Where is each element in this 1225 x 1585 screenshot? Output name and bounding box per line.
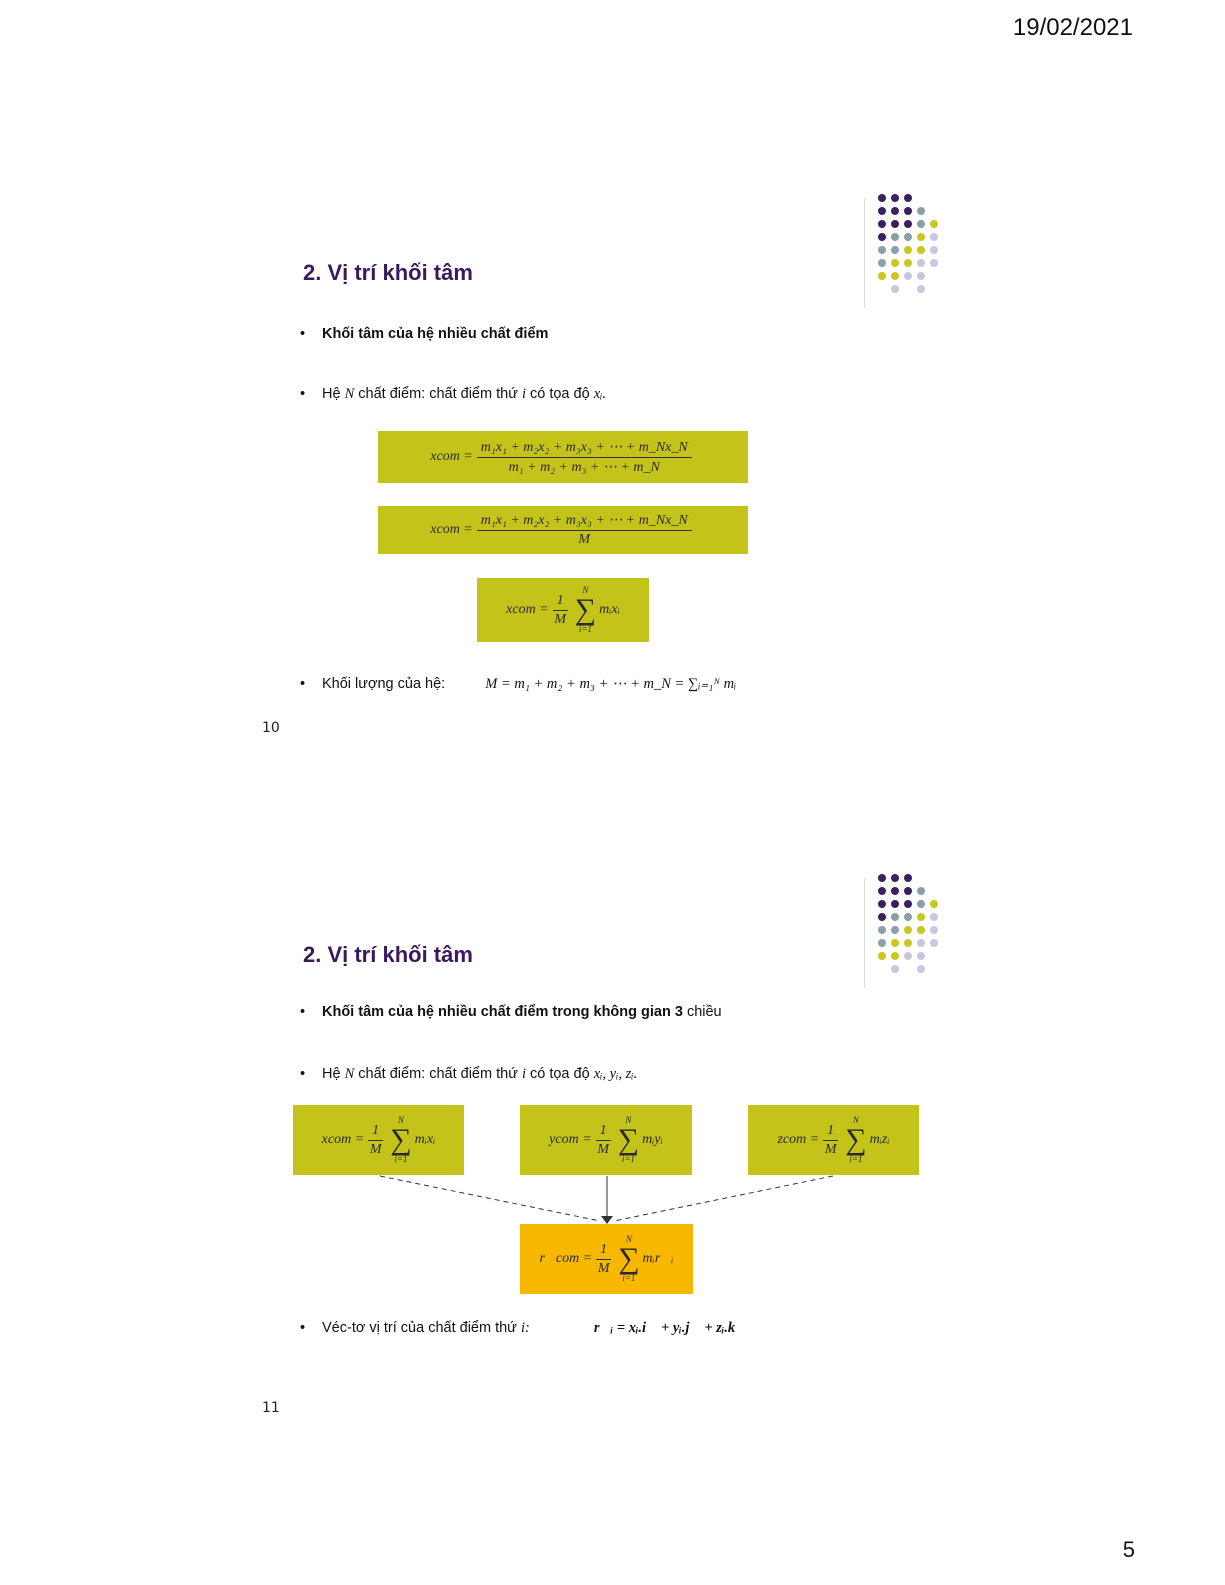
decor-dot — [891, 233, 899, 241]
bullet-text: Hệ — [322, 1066, 341, 1082]
sum-upper: N — [852, 1115, 859, 1125]
sum-symbol: N ∑ i=1 — [618, 1234, 640, 1283]
eq-term: mᵢxᵢ — [599, 602, 620, 617]
denominator: M — [369, 1141, 382, 1157]
fraction — [596, 1123, 611, 1158]
fraction — [368, 1123, 383, 1158]
sum-symbol: N ∑ i=1 — [845, 1115, 867, 1164]
sum-upper: N — [582, 585, 589, 595]
decor-dot — [891, 246, 899, 254]
decor-dot — [904, 194, 912, 202]
decor-dot — [878, 246, 886, 254]
decor-dot — [904, 220, 912, 228]
decor-dot — [930, 233, 938, 241]
bullet-text: có tọa độ — [530, 386, 590, 402]
bullet-text: có tọa độ — [530, 1066, 590, 1082]
slide-title: 2. Vị trí khối tâm — [303, 942, 473, 967]
equation-xcom-mass — [378, 506, 748, 554]
fraction — [823, 1123, 838, 1158]
decor-dot — [904, 272, 912, 280]
numerator: 1 — [368, 1123, 383, 1141]
denominator: M — [824, 1141, 837, 1157]
denominator: M — [554, 611, 566, 627]
decor-dot — [891, 194, 899, 202]
decor-dot — [891, 259, 899, 267]
fraction — [553, 593, 568, 628]
fraction — [477, 439, 692, 476]
dot-grid-decoration — [864, 192, 954, 310]
decor-dot — [917, 285, 925, 293]
decor-dot — [904, 207, 912, 215]
sum-upper: N — [625, 1234, 632, 1244]
equation-xcom-full — [378, 431, 748, 483]
bullet-text: chiều — [686, 1004, 722, 1020]
denominator: m₁ + m₂ + m₃ + ⋯ + m_N — [508, 459, 660, 475]
sum-upper: N — [397, 1115, 404, 1125]
decor-dot — [904, 259, 912, 267]
eq-lhs: r⃗com = — [539, 1251, 593, 1266]
sum-lower: i=1 — [849, 1154, 863, 1164]
mass-formula: M = m₁ + m₂ + m₃ + ⋯ + m_N = ∑ᵢ₌₁ᴺ mᵢ — [485, 676, 737, 692]
eq-lhs: xcom = — [430, 522, 473, 537]
sum-upper: N — [625, 1115, 632, 1125]
equation-zcom — [748, 1105, 919, 1175]
bullet-item: • Khối tâm của hệ nhiều chất điểm trong không gian 3 chiều — [300, 1004, 722, 1020]
eq-lhs: xcom = — [321, 1132, 365, 1147]
bullet-item: • Khối lượng của hệ: M = m₁ + m₂ + m₃ + ⋯ + m_N = ∑ᵢ₌₁ᴺ mᵢ — [300, 676, 737, 692]
decor-dot — [917, 259, 925, 267]
numerator: 1 — [596, 1123, 611, 1141]
numerator: 1 — [823, 1123, 838, 1141]
coord: xᵢ, yᵢ, zᵢ. — [593, 1066, 638, 1082]
sum-lower: i=1 — [578, 624, 592, 634]
bullet-text: Khối tâm của hệ nhiều chất điểm — [322, 326, 549, 342]
decor-dot — [930, 259, 938, 267]
var-i: i: — [520, 1320, 530, 1336]
header-date: 19/02/2021 — [1012, 14, 1133, 41]
numerator: 1 — [553, 593, 568, 611]
decor-dot — [904, 233, 912, 241]
bullet-item: • Hệ N chất điểm: chất điểm thứ i có tọa độ xᵢ. — [300, 386, 607, 402]
sum-symbol: N ∑ i=1 — [390, 1115, 412, 1164]
bullet-text: Khối tâm của hệ nhiều chất điểm trong không gian 3 — [322, 1004, 683, 1020]
decor-dot — [917, 233, 925, 241]
decor-dot — [878, 220, 886, 228]
sum-lower: i=1 — [621, 1154, 635, 1164]
sum-lower: i=1 — [394, 1154, 408, 1164]
equation-xcom — [293, 1105, 464, 1175]
denominator: M — [597, 1141, 609, 1157]
position-vector-formula: r⃗ᵢ = xᵢ.i⃗ + yᵢ.j⃗ + zᵢ.k⃗ — [593, 1320, 747, 1336]
fraction — [477, 512, 692, 548]
bullet-item: • Khối tâm của hệ nhiều chất điểm — [300, 326, 549, 342]
divider — [864, 198, 865, 308]
decor-dot — [917, 272, 925, 280]
var-i: i — [521, 1066, 526, 1082]
eq-lhs: xcom = — [430, 449, 473, 464]
decor-dot — [878, 194, 886, 202]
eq-term: mᵢyᵢ — [642, 1132, 663, 1147]
decor-dot — [878, 272, 886, 280]
denominator: M — [597, 1260, 610, 1276]
bullet-text: Hệ — [322, 386, 341, 402]
decor-dot — [917, 246, 925, 254]
eq-term: mᵢxᵢ — [414, 1132, 436, 1147]
decor-dot — [891, 285, 899, 293]
eq-lhs: zcom = — [777, 1132, 820, 1147]
decor-dot — [891, 220, 899, 228]
sum-lower: i=1 — [622, 1273, 636, 1283]
decor-dot — [930, 246, 938, 254]
bullet-text: chất điểm: chất điểm thứ — [358, 386, 518, 402]
page-number: 5 — [1122, 1537, 1135, 1562]
decor-dot — [878, 233, 886, 241]
arrowhead — [601, 1216, 613, 1224]
slide-10 — [0, 180, 1225, 760]
eq-lhs: ycom = — [549, 1132, 592, 1147]
numerator: m₁x₁ + m₂x₂ + m₃x₃ + ⋯ + m_Nx_N — [477, 512, 692, 531]
arrow-x — [380, 1176, 600, 1221]
coord: xᵢ. — [593, 386, 607, 402]
eq-term: mᵢr⃗ᵢ — [642, 1251, 674, 1266]
bullet-text: Véc-tơ vị trí của chất điểm thứ — [322, 1320, 517, 1336]
eq-lhs: xcom = — [506, 602, 549, 617]
decor-dot — [891, 207, 899, 215]
decor-dot — [878, 259, 886, 267]
denominator: M — [578, 532, 591, 547]
bullet-text: Khối lượng của hệ: — [322, 676, 446, 692]
var-i: i — [521, 386, 526, 402]
numerator: m₁x₁ + m₂x₂ + m₃x₃ + ⋯ + m_Nx_N — [477, 439, 692, 458]
fraction — [596, 1242, 611, 1277]
bullet-item: • Hệ N chất điểm: chất điểm thứ i có tọa độ xᵢ, yᵢ, zᵢ. — [300, 1066, 638, 1082]
slide-number: 11 — [262, 1400, 280, 1416]
equation-xcom-sum — [477, 578, 649, 642]
bullet-item: • Véc-tơ vị trí của chất điểm thứ i: r⃗ᵢ = xᵢ.i⃗ + yᵢ.j⃗ + zᵢ.k⃗ — [300, 1320, 747, 1336]
numerator: 1 — [596, 1242, 611, 1260]
slide-11 — [0, 860, 1225, 1440]
eq-term: mᵢzᵢ — [869, 1132, 890, 1147]
bullet-text: chất điểm: chất điểm thứ — [358, 1066, 518, 1082]
var-n: N — [344, 1066, 355, 1082]
var-n: N — [344, 386, 355, 402]
decor-dot — [904, 246, 912, 254]
decor-dot — [878, 207, 886, 215]
decor-dot — [891, 272, 899, 280]
sum-symbol: N ∑ i=1 — [574, 585, 597, 634]
decor-dot — [917, 220, 925, 228]
decor-dot — [930, 220, 938, 228]
equation-ycom — [520, 1105, 692, 1175]
sum-symbol: N ∑ i=1 — [617, 1115, 640, 1164]
decor-dot — [917, 207, 925, 215]
equation-rcom — [520, 1224, 693, 1294]
slide-number: 10 — [262, 720, 280, 736]
arrow-z — [614, 1176, 833, 1221]
slide-title: 2. Vị trí khối tâm — [303, 260, 473, 285]
